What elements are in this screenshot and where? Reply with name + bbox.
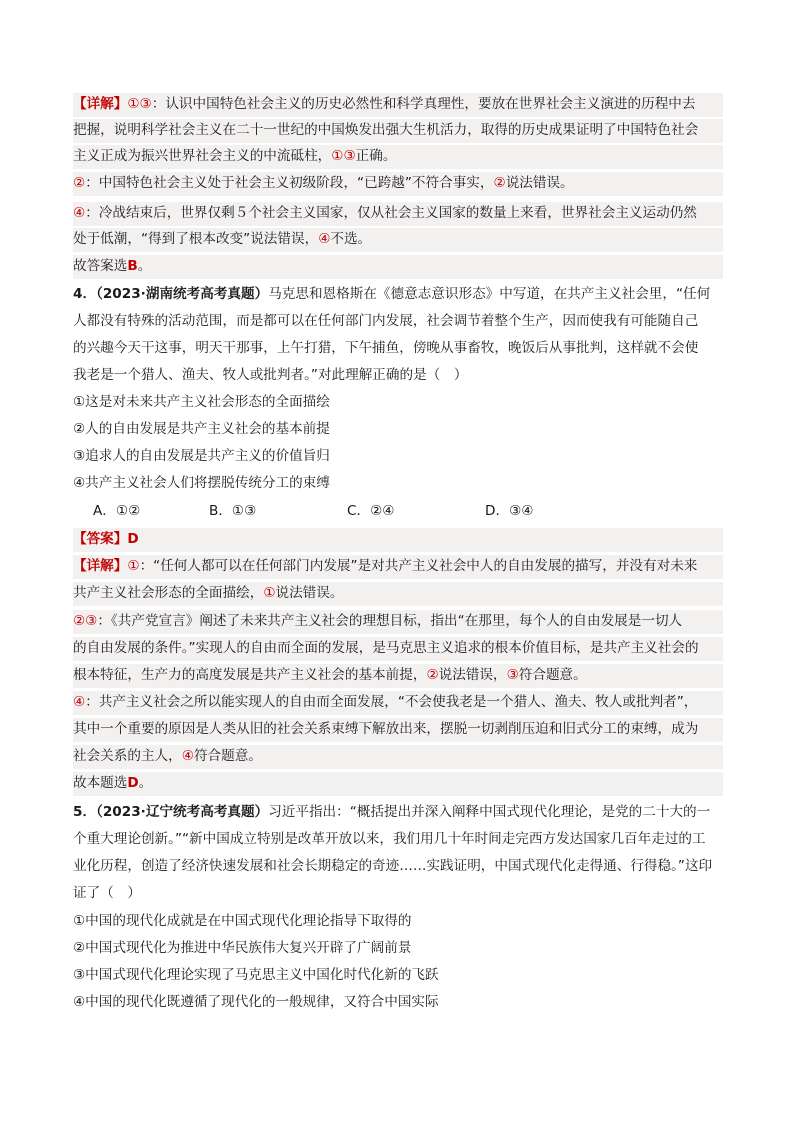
explanation-line (73, 718, 723, 742)
question-line (73, 801, 723, 825)
option-label: D． (485, 503, 510, 519)
statement-2 (73, 937, 723, 961)
explanation-line (73, 255, 723, 279)
explanation-line (73, 202, 723, 226)
answer-letter: D (127, 775, 139, 791)
statement-3 (73, 445, 723, 469)
option-mark: ② (426, 667, 439, 683)
question-text: 我老是一个猎人、渔夫、牧人或批判者。”对此理解正确的是（ ） (73, 367, 468, 383)
explanation-text: 其中一个重要的原因是人类从旧的社会关系束缚下解放出来，摆脱一切剥削压迫和旧式分工的束缚，成为 (73, 721, 699, 737)
explanation-line (73, 637, 723, 661)
explanation-text: 处于低潮，“得到了根本改变”说法错误， (73, 231, 319, 247)
option-mark: ④ (73, 694, 86, 710)
question-text: 的兴趣今天干这事，明天干那事，上午打猎，下午捕鱼，傍晚从事畜牧，晚饭后从事批判，这样就不会使 (73, 340, 699, 356)
question-number: 5．（2023·辽宁统考高考真题） (73, 804, 269, 820)
question-text: 人都没有特殊的活动范围，而是都可以在任何部门内发展，社会调节着整个生产，因而使我有可能随自己 (73, 313, 699, 329)
option-mark: ② (493, 175, 506, 191)
statement-text: ③追求人的自由发展是共产主义的价值旨归 (73, 448, 330, 464)
question-line (73, 828, 723, 852)
explanation-text: 共产主义社会形态的全面描绘， (73, 585, 264, 601)
explanation-text: ：《共产党宣言》阐述了未来共产主义社会的理想目标，指出“在那里，每个人的自由发展是一切人 (97, 613, 683, 629)
option-mark: ②③ (73, 613, 98, 629)
answer-letter: D (127, 531, 139, 547)
statement-text: ①中国的现代化成就是在中国式现代化理论指导下取得的 (73, 913, 412, 929)
explanation-text: ：冷战结束后，世界仅剩５个社会主义国家，仅从社会主义国家的数量上来看，世界社会主义运动仍然 (85, 205, 697, 221)
explanation-text: 社会关系的主人， (73, 748, 182, 764)
option-label: B． (209, 503, 232, 519)
explanation-line (73, 772, 723, 796)
explanation-tag: 【详解】 (73, 558, 128, 574)
explanation-text: 。 (138, 775, 153, 791)
explanation-text: 说法错误。 (275, 585, 344, 601)
explanation-text: 把握，说明科学社会主义在二十一世纪的中国焕发出强大生机活力，取得的历史成果证明了中国特色社会 (73, 122, 699, 138)
explanation-text: 符合题意。 (193, 748, 262, 764)
option-text: ①③ (231, 503, 257, 519)
option-label: A． (93, 503, 116, 519)
explanation-line (73, 582, 723, 606)
explanation-line (73, 119, 723, 143)
statement-4 (73, 472, 723, 496)
explanation-line (73, 691, 723, 715)
explanation-text: 不选。 (330, 231, 372, 247)
option-mark: ① (263, 585, 276, 601)
statement-text: ④共产主义社会人们将摆脱传统分工的束缚 (73, 475, 330, 491)
option-mark: ④ (318, 231, 331, 247)
question-line (73, 337, 723, 361)
statement-text: ③中国式现代化理论实现了马克思主义中国化时代化新的飞跃 (73, 967, 439, 983)
question-line (73, 310, 723, 334)
answer-tag: 【答案】 (73, 531, 128, 547)
option-c[interactable] (347, 500, 394, 522)
answer-line (73, 528, 723, 552)
explanation-text: 故本题选 (73, 775, 128, 791)
question-text: 证了（ ） (73, 885, 141, 901)
statement-1 (73, 391, 723, 415)
explanation-text: 故答案选 (73, 258, 128, 274)
explanation-line (73, 228, 723, 252)
option-mark: ③ (506, 667, 519, 683)
option-b[interactable] (209, 500, 256, 522)
option-mark: ④ (181, 748, 194, 764)
question-line (73, 882, 723, 906)
statement-text: ②中国式现代化为推进中华民族伟大复兴开辟了广阔前景 (73, 940, 412, 956)
option-label: C． (347, 503, 371, 519)
option-text: ②④ (370, 503, 395, 519)
explanation-text: 正确。 (355, 148, 397, 164)
statement-text: ②人的自由发展是共产主义社会的基本前提 (73, 421, 330, 437)
explanation-text: 符合题意。 (518, 667, 587, 683)
option-text: ③④ (509, 503, 534, 519)
explanation-text: ：中国特色社会主义处于社会主义初级阶段，“已跨越”不符合事实， (85, 175, 494, 191)
explanation-line (73, 745, 723, 769)
question-line (73, 855, 723, 879)
statement-1 (73, 910, 723, 934)
explanation-text: 。 (137, 258, 152, 274)
question-text: 个重大理论创新。”“新中国成立特别是改革开放以来，我们用几十年时间走完西方发达国家几百年走过的工 (73, 831, 706, 847)
statement-2 (73, 418, 723, 442)
option-mark: ①③ (331, 148, 356, 164)
explanation-tag: 【详解】 (73, 96, 128, 112)
explanation-text: 说法错误。 (505, 175, 574, 191)
option-mark: ①③ (127, 96, 152, 112)
explanation-text: 的自由发展的条件。”实现人的自由而全面的发展，是马克思主义追求的根本价值目标，是共产主义社会的 (73, 640, 699, 656)
explanation-text: ：认识中国特色社会主义的历史必然性和科学真理性，要放在世界社会主义演进的历程中去 (151, 96, 696, 112)
option-text: ①② (115, 503, 141, 519)
answer-letter: B (127, 258, 138, 274)
statement-text: ④中国的现代化既遵循了现代化的一般规律，又符合中国实际 (73, 994, 439, 1010)
question-text: 马克思和恩格斯在《德意志意识形态》中写道，在共产主义社会里，“任何 (268, 286, 711, 302)
explanation-text: 说法错误， (438, 667, 507, 683)
option-mark: ② (73, 175, 86, 191)
explanation-text: 根本特征，生产力的高度发展是共产主义社会的基本前提， (73, 667, 427, 683)
question-line (73, 364, 723, 388)
statement-text: ①这是对未来共产主义社会形态的全面描绘 (73, 394, 330, 410)
question-text: 业化历程，创造了经济快速发展和社会长期稳定的奇迹……实践证明，中国式现代化走得通、行得稳。”这印 (73, 858, 713, 874)
explanation-line (73, 145, 723, 169)
explanation-text: ：共产主义社会之所以能实现人的自由而全面发展，“不会使我老是一个猎人、渔夫、牧人或批判者”， (85, 694, 698, 710)
option-a[interactable] (93, 500, 140, 522)
explanation-line (73, 555, 723, 579)
explanation-text: 主义正成为振兴世界社会主义的中流砥柱， (73, 148, 332, 164)
option-mark: ④ (73, 205, 86, 221)
explanation-line (73, 172, 723, 196)
explanation-text: ：“任何人都可以在任何部门内发展”是对共产主义社会中人的自由发展的描写，并没有对未来 (139, 558, 698, 574)
question-number: 4．（2023·湖南统考高考真题） (73, 286, 269, 302)
question-line (73, 283, 723, 307)
explanation-line (73, 93, 723, 117)
statement-4 (73, 991, 723, 1015)
explanation-line (73, 664, 723, 688)
question-text: 习近平指出：“概括提出并深入阐释中国式现代化理论，是党的二十大的一 (268, 804, 711, 820)
explanation-line (73, 610, 723, 634)
option-d[interactable] (485, 500, 533, 522)
statement-3 (73, 964, 723, 988)
option-mark: ① (127, 558, 140, 574)
